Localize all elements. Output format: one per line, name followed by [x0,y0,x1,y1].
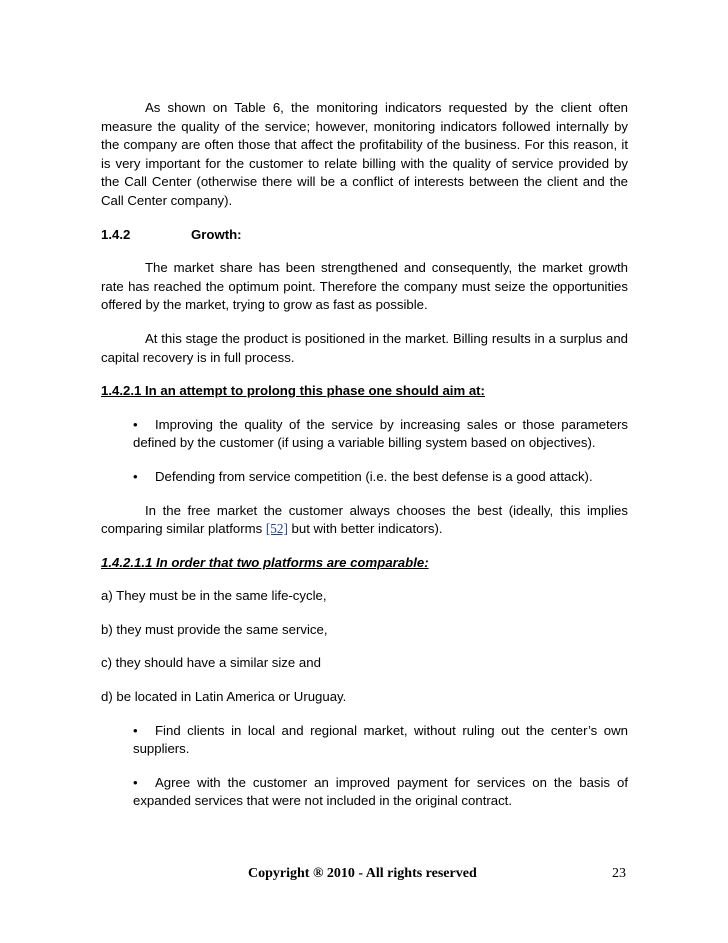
subsection-heading-prolong: 1.4.2.1 In an attempt to prolong this phase one should aim at: [101,383,485,399]
bullet-text: Improving the quality of the service by increasing sales or those parameters defined by the customer (if using a variable billing system based on objectives). [133,416,628,451]
copyright-notice: Copyright ® 2010 - All rights reserved [248,866,477,881]
bullet-text: Find clients in local and regional market, without ruling out the center’s own suppliers. [133,722,628,757]
paragraph-text: In the free market the customer always chooses the best (ideally, this implies comparing similar platforms [101,502,628,537]
bullet-icon: • [133,774,138,790]
page-content [101,99,628,811]
bullet-text: Defending from service competition (i.e. the best defense is a good attack). [155,468,593,484]
paragraph-market-share: The market share has been strengthened and consequently, the market growth rate has reached the optimum point. Therefore the company must seize the opportunities offered by the market, trying to grow as fast as possible. [101,260,628,313]
list-item-c: c) they should have a similar size and [101,655,321,671]
subsubsection-heading-comparable: 1.4.2.1.1 In order that two platforms are comparable: [101,554,429,570]
reference-link[interactable]: [52] [265,521,288,537]
bullet-icon: • [133,468,138,484]
list-item-a: a) They must be in the same life-cycle, [101,588,327,604]
bullet-item-payment [101,774,628,811]
paragraph-free-market [101,502,628,539]
paragraph-text: but with better indicators). [287,521,443,537]
bullet-item-defending [101,468,628,487]
paragraph-stage: At this stage the product is positioned in the market. Billing results in a surplus and capital recovery is in full process. [101,330,628,365]
section-title: Growth: [191,226,242,242]
bullet-item-quality [101,416,628,453]
paragraph-monitoring: As shown on Table 6, the monitoring indicators requested by the client often measure the quality of the service; however, monitoring indicators followed internally by the company are often those that affect the profitability of the business. For this reason, it is very important for the customer to relate billing with the quality of service provided by the Call Center (otherwise there will be a conflict of interests between the client and the Call Center company). [101,100,628,208]
page-number: 23 [612,866,626,881]
section-number: 1.4.2 [101,226,131,242]
section-heading-growth [101,226,628,245]
bullet-icon: • [133,722,138,738]
bullet-text: Agree with the customer an improved payment for services on the basis of expanded services that were not included in the original contract. [133,774,628,809]
bullet-icon: • [133,416,138,432]
bullet-item-clients [101,722,628,759]
list-item-b: b) they must provide the same service, [101,621,328,637]
list-item-d: d) be located in Latin America or Uruguay. [101,689,347,705]
